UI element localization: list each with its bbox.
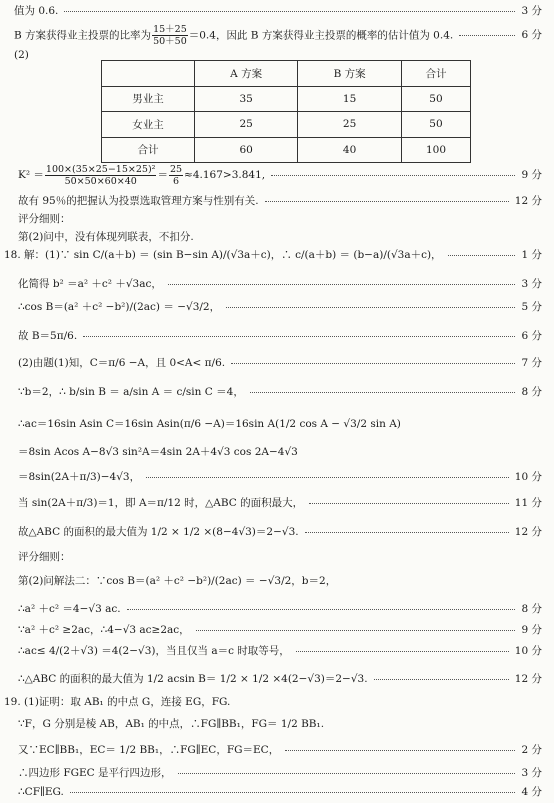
solution-line (0, 381, 554, 403)
score-label: 9 分 (521, 624, 542, 636)
dotted-leader (178, 773, 515, 774)
text-segment: ＝ (157, 169, 168, 181)
line-text: ∵a² ＋c² ≥2ac，∴4−√3 ac≥2ac， (18, 624, 190, 636)
table-cell: 女业主 (102, 112, 195, 138)
solution-line (0, 0, 554, 22)
score-label: 2 分 (521, 744, 542, 756)
table-cell: 25 (195, 112, 298, 138)
score-label: 1 分 (521, 249, 542, 261)
line-text: ∴ac≤ 4/(2＋√3) ＝4(2−√3)，当且仅当 a＝c 时取等号， (18, 645, 290, 657)
dotted-leader (231, 363, 515, 364)
solution-line (0, 273, 554, 295)
line-text: ∵F，G 分别是棱 AB，AB₁ 的中点，∴FG∥BB₁，FG＝ 1/2 BB₁. (18, 718, 325, 730)
table-cell: 男业主 (102, 86, 195, 112)
dotted-leader (168, 284, 515, 285)
line-text: 故 B＝5π/6. (18, 330, 78, 342)
line-text: 第(2)问中，没有体现列联表，不扣分. (18, 231, 194, 243)
dotted-leader (250, 392, 515, 393)
dotted-leader (448, 255, 515, 256)
text-segment: ≈4.167>3.841, (184, 169, 266, 181)
score-label: 8 分 (521, 603, 542, 615)
line-text: 故有 95％的把握认为投票选取管理方案与性别有关. (18, 195, 259, 207)
line-text: ∴ac＝16sin Asin C＝16sin Asin(π/6 −A)＝16sin A(1/2 cos A − √3/2 sin A) (18, 418, 401, 430)
text-segment: B 方案获得业主投票的比率为 (14, 29, 152, 42)
solution-line (0, 570, 554, 592)
line-text: ∴CF∥EG. (18, 786, 64, 798)
score-label: 10 分 (514, 471, 542, 483)
solution-line (0, 521, 554, 543)
line-text: ＝8sin Acos A−8√3 sin²A＝4sin 2A＋4√3 cos 2A−4√3 (18, 446, 298, 458)
score-label: 4 分 (521, 786, 542, 798)
dotted-leader (271, 175, 515, 176)
solution-line (0, 492, 554, 514)
score-label: 3 分 (521, 5, 542, 17)
table-cell: 50 (401, 86, 470, 112)
dotted-leader (127, 609, 515, 610)
table-cell: 50 (401, 112, 470, 138)
line-text: 19. (1)证明：取 AB₁ 的中点 G，连接 EG，FG. (4, 696, 231, 708)
dotted-leader (196, 630, 515, 631)
text-segment: ＝0.4，因此 B 方案获得业主投票的概率的估计值为 0.4. (188, 29, 454, 42)
solution-line (0, 441, 554, 463)
dotted-leader (64, 11, 515, 12)
numerator: 25 (169, 163, 183, 175)
line-text: (2) (14, 49, 29, 61)
table-header-cell: A 方案 (195, 61, 298, 87)
table-cell: 合计 (102, 137, 195, 163)
dotted-leader (226, 307, 515, 308)
dotted-leader (83, 336, 515, 337)
fraction (169, 164, 183, 187)
line-text: ＝8sin(2A＋π/3)−4√3， (18, 471, 141, 483)
dotted-leader (296, 651, 509, 652)
solution-line (0, 244, 554, 266)
line-text: 又∵EC∥BB₁，EC＝ 1/2 BB₁，∴FG∥EC，FG＝EC， (18, 744, 280, 756)
solution-line (0, 619, 554, 641)
line-text: 评分细则： (18, 551, 71, 563)
score-label: 7 分 (521, 357, 542, 369)
table-cell: 100 (401, 137, 470, 163)
line-text: 故△ABC 的面积的最大值为 1/2 × 1/2 ×(8−4√3)＝2−√3. (18, 526, 299, 538)
score-label: 3 分 (521, 278, 542, 290)
score-label: 5 分 (521, 301, 542, 313)
solution-line (0, 466, 554, 488)
solution-line (0, 413, 554, 435)
line-text: (2)由题(1)知，C＝π/6 −A，且 0<A< π/6. (18, 357, 226, 369)
table-cell: 60 (195, 137, 298, 163)
solution-line (0, 162, 554, 188)
dotted-leader (374, 679, 509, 680)
dotted-leader (146, 477, 509, 478)
table-header-cell (102, 61, 195, 87)
denominator: 50＋50 (153, 36, 187, 47)
numerator: 15＋25 (153, 24, 187, 35)
table-row (102, 137, 471, 163)
table-row (102, 112, 471, 138)
solution-line (0, 296, 554, 318)
dotted-leader (309, 503, 509, 504)
denominator: 50×50×60×40 (64, 175, 137, 187)
line-text: 18. 解：(1)∵ sin C/(a＋b) ＝ (sin B−sin A)/(√3a＋c)，∴ c/(a＋b) ＝ (b−a)/(√3a＋c)， (4, 249, 442, 261)
score-label: 6 分 (521, 330, 542, 342)
solution-line (0, 24, 554, 46)
line-text: ∵b＝2，∴ b/sin B ＝ a/sin A ＝ c/sin C ＝4， (18, 386, 244, 398)
score-label: 6 分 (521, 29, 542, 41)
line-text: 评分细则： (18, 213, 71, 225)
line-text: ∴a² ＋c² ＝4−√3 ac. (18, 603, 121, 615)
solution-line (0, 640, 554, 662)
solution-line (0, 739, 554, 761)
dotted-leader (265, 201, 509, 202)
score-label: 8 分 (521, 386, 542, 398)
line-text (18, 162, 265, 188)
line-text: 化简得 b² ＝a² ＋c² ＋√3ac， (18, 278, 162, 290)
dotted-leader (459, 35, 515, 36)
solution-line (0, 781, 554, 803)
score-label: 12 分 (514, 195, 542, 207)
score-label: 10 分 (514, 645, 542, 657)
line-text: ∴△ABC 的面积的最大值为 1/2 acsin B＝ 1/2 × 1/2 ×4(2−√3)＝2−√3. (18, 673, 368, 685)
table-row (102, 86, 471, 112)
score-label: 3 分 (521, 767, 542, 779)
numerator: 100×(35×25−15×25)² (45, 163, 156, 175)
score-label: 11 分 (514, 497, 542, 509)
table-cell: 35 (195, 86, 298, 112)
text-segment: K² ＝ (18, 169, 44, 181)
line-text: ∴四边形 FGEC 是平行四边形， (18, 767, 172, 779)
solution-line (0, 352, 554, 374)
table-header-row (102, 61, 471, 87)
table-header-cell: B 方案 (298, 61, 402, 87)
line-text: 值为 0.6. (14, 5, 59, 17)
dotted-leader (70, 792, 515, 793)
dotted-leader (305, 532, 509, 533)
table-cell: 40 (298, 137, 402, 163)
fraction (45, 164, 157, 187)
score-label: 12 分 (514, 673, 542, 685)
table-cell: 15 (298, 86, 402, 112)
score-label: 12 分 (514, 526, 542, 538)
solution-line (0, 546, 554, 568)
contingency-table (101, 60, 471, 163)
score-label: 9 分 (521, 169, 542, 181)
table-cell: 25 (298, 112, 402, 138)
line-text: 第(2)问解法二：∵cos B＝(a² ＋c² −b²)/(2ac) ＝ −√3/2，b＝2， (18, 575, 337, 587)
solution-line (0, 325, 554, 347)
solution-line (0, 598, 554, 620)
table-header-cell: 合计 (401, 61, 470, 87)
solution-line (0, 713, 554, 735)
line-text: 当 sin(2A＋π/3)＝1，即 A＝π/12 时，△ABC 的面积最大， (18, 497, 304, 509)
line-text: ∴cos B＝(a² ＋c² −b²)/(2ac) ＝ −√3/2， (18, 301, 221, 313)
denominator: 6 (172, 175, 180, 187)
solution-line (0, 691, 554, 713)
solution-line (0, 668, 554, 690)
dotted-leader (285, 750, 515, 751)
